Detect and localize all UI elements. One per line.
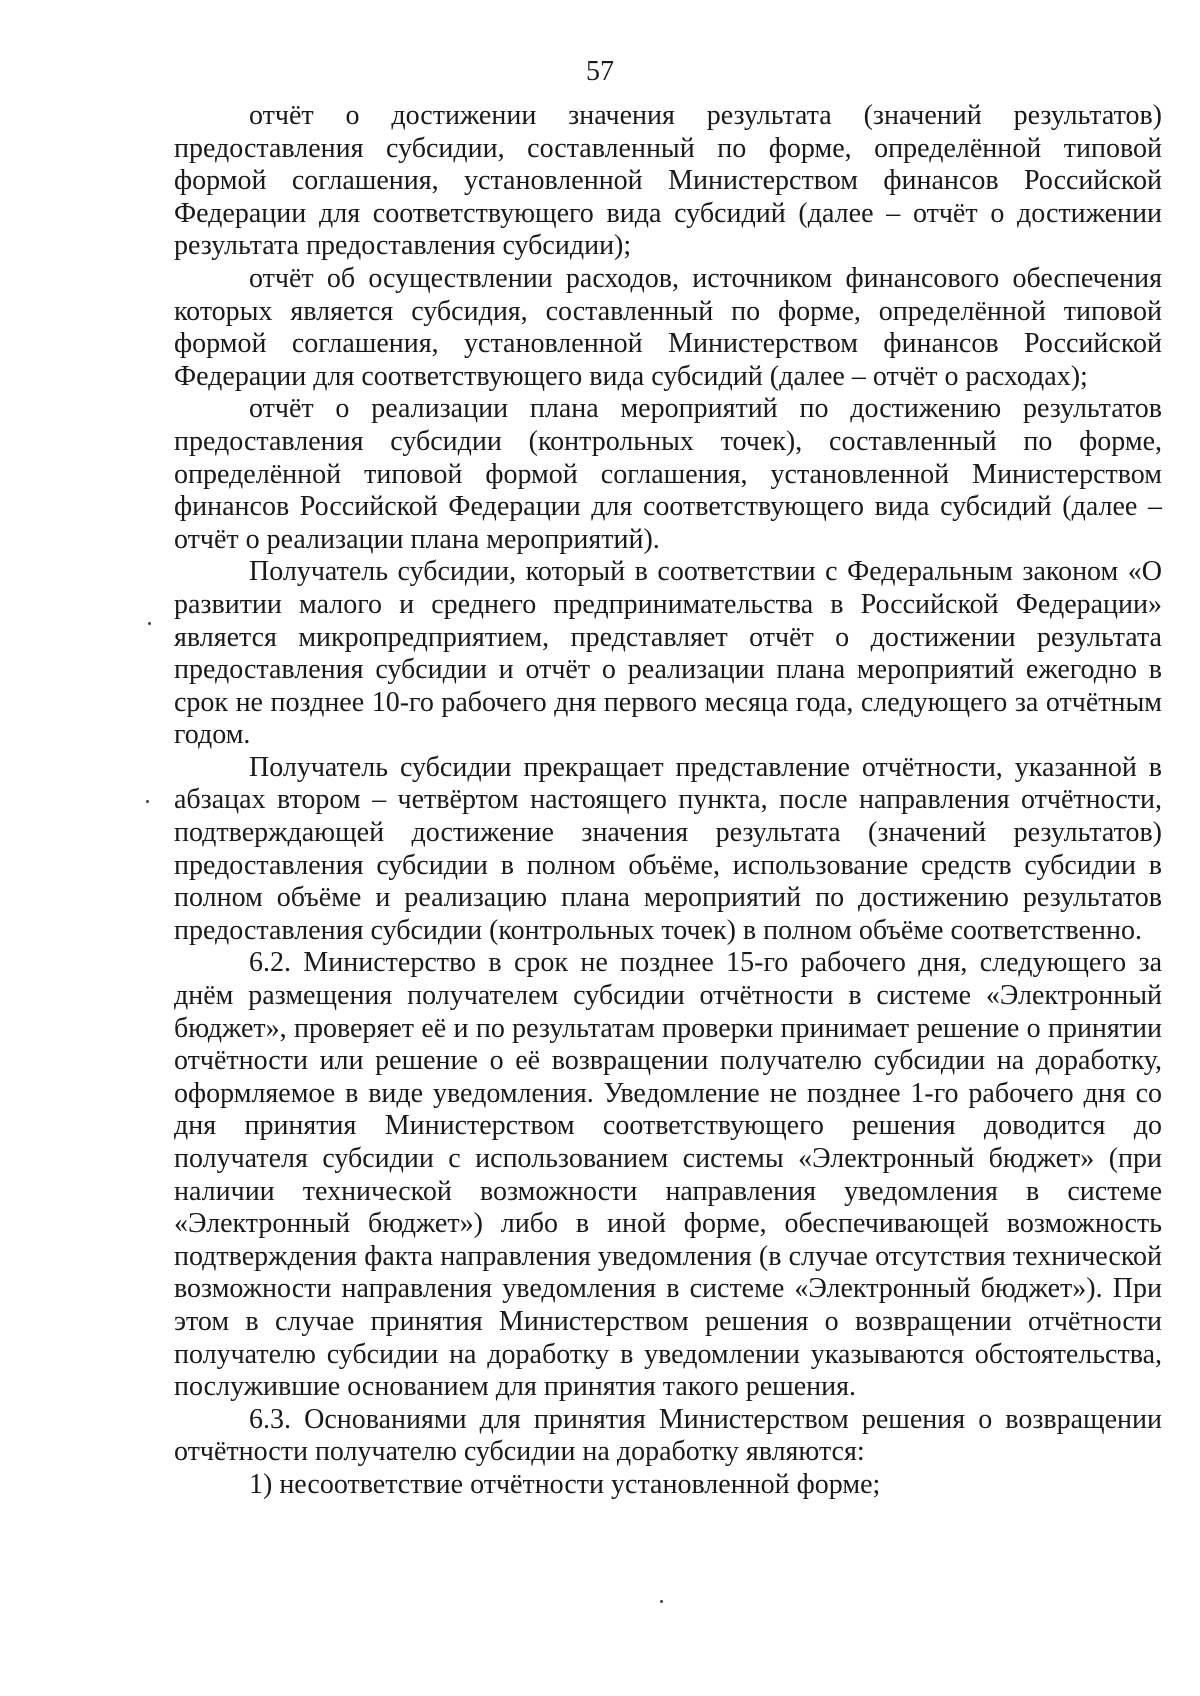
paragraph-reporting-termination: Получатель субсидии прекращает представление отчётности, указанной в абзацах втором – четвёртом настоящего пункта, после направления отчётности, подтверждающей достижение значения результата (значений результатов) предоставления субсидии в полном объёме, использование средств субсидии в полном объёме и реализацию плана мероприятий по достижению результатов предоставления субсидии (контрольных точек) в полном объёме соответственно. bbox=[174, 751, 1162, 946]
scan-speck-2 bbox=[146, 800, 149, 803]
paragraph-micro-enterprise: Получатель субсидии, который в соответствии с Федеральным законом «О развитии малого и среднего предпринимательства в Российской Федерации» является микропредприятием, представляет отчёт о достижении результата предоставления субсидии и отчёт о реализации плана мероприятий ежегодно в срок не позднее 10-го рабочего дня первого месяца года, следующего за отчётным годом. bbox=[174, 556, 1162, 751]
paragraph-item-1: 1) несоответствие отчётности установленной форме; bbox=[249, 1468, 881, 1500]
paragraph-report-expenses: отчёт об осуществлении расходов, источником финансового обеспечения которых является субсидия, составленный по форме, определённой типовой формой соглашения, установленной Министерством финансов Российской Федерации для соответствующего вида субсидий (далее – отчёт о расходах); bbox=[174, 262, 1162, 392]
paragraph-section-6-2: 6.2. Министерство в срок не позднее 15-го рабочего дня, следующего за днём размещения получателем субсидии отчётности в системе «Электронный бюджет», проверяет её и по результатам проверки принимает решение о принятии отчётности или решение о её возвращении получателю субсидии на доработку, оформляемое в виде уведомления. Уведомление не позднее 1-го рабочего дня со дня принятия Министерством соответствующего решения доводится до получателя субсидии с использованием системы «Электронный бюджет» (при наличии технической возможности направления уведомления в системе «Электронный бюджет») либо в иной форме, обеспечивающей возможность подтверждения факта направления уведомления (в случае отсутствия технической возможности направления уведомления в системе «Электронный бюджет»). При этом в случае принятия Министерством решения о возвращении отчётности получателю субсидии на доработку в уведомлении указываются обстоятельства, послужившие основанием для принятия такого решения. bbox=[174, 947, 1162, 1403]
paragraph-report-result: отчёт о достижении значения результата (значений результатов) предоставления субсидии, составленный по форме, определённой типовой формой соглашения, установленной Министерством финансов Российской Федерации для соответствующего вида субсидий (далее – отчёт о достижении результата предоставления субсидии); bbox=[174, 100, 1162, 262]
scan-speck-1 bbox=[148, 622, 151, 625]
paragraph-report-plan: отчёт о реализации плана мероприятий по достижению результатов предоставления субсидии (контрольных точек), составленный по форме, определённой типовой формой соглашения, установленной Министерством финансов Российской Федерации для соответствующего вида субсидий (далее – отчёт о реализации плана мероприятий). bbox=[174, 393, 1162, 555]
document-body bbox=[174, 100, 1162, 1502]
scan-speck-3 bbox=[660, 1600, 663, 1603]
paragraph-section-6-3: 6.3. Основаниями для принятия Министерством решения о возвращении отчётности получателю субсидии на доработку являются: bbox=[174, 1403, 1162, 1468]
page-number: 57 bbox=[586, 56, 614, 87]
